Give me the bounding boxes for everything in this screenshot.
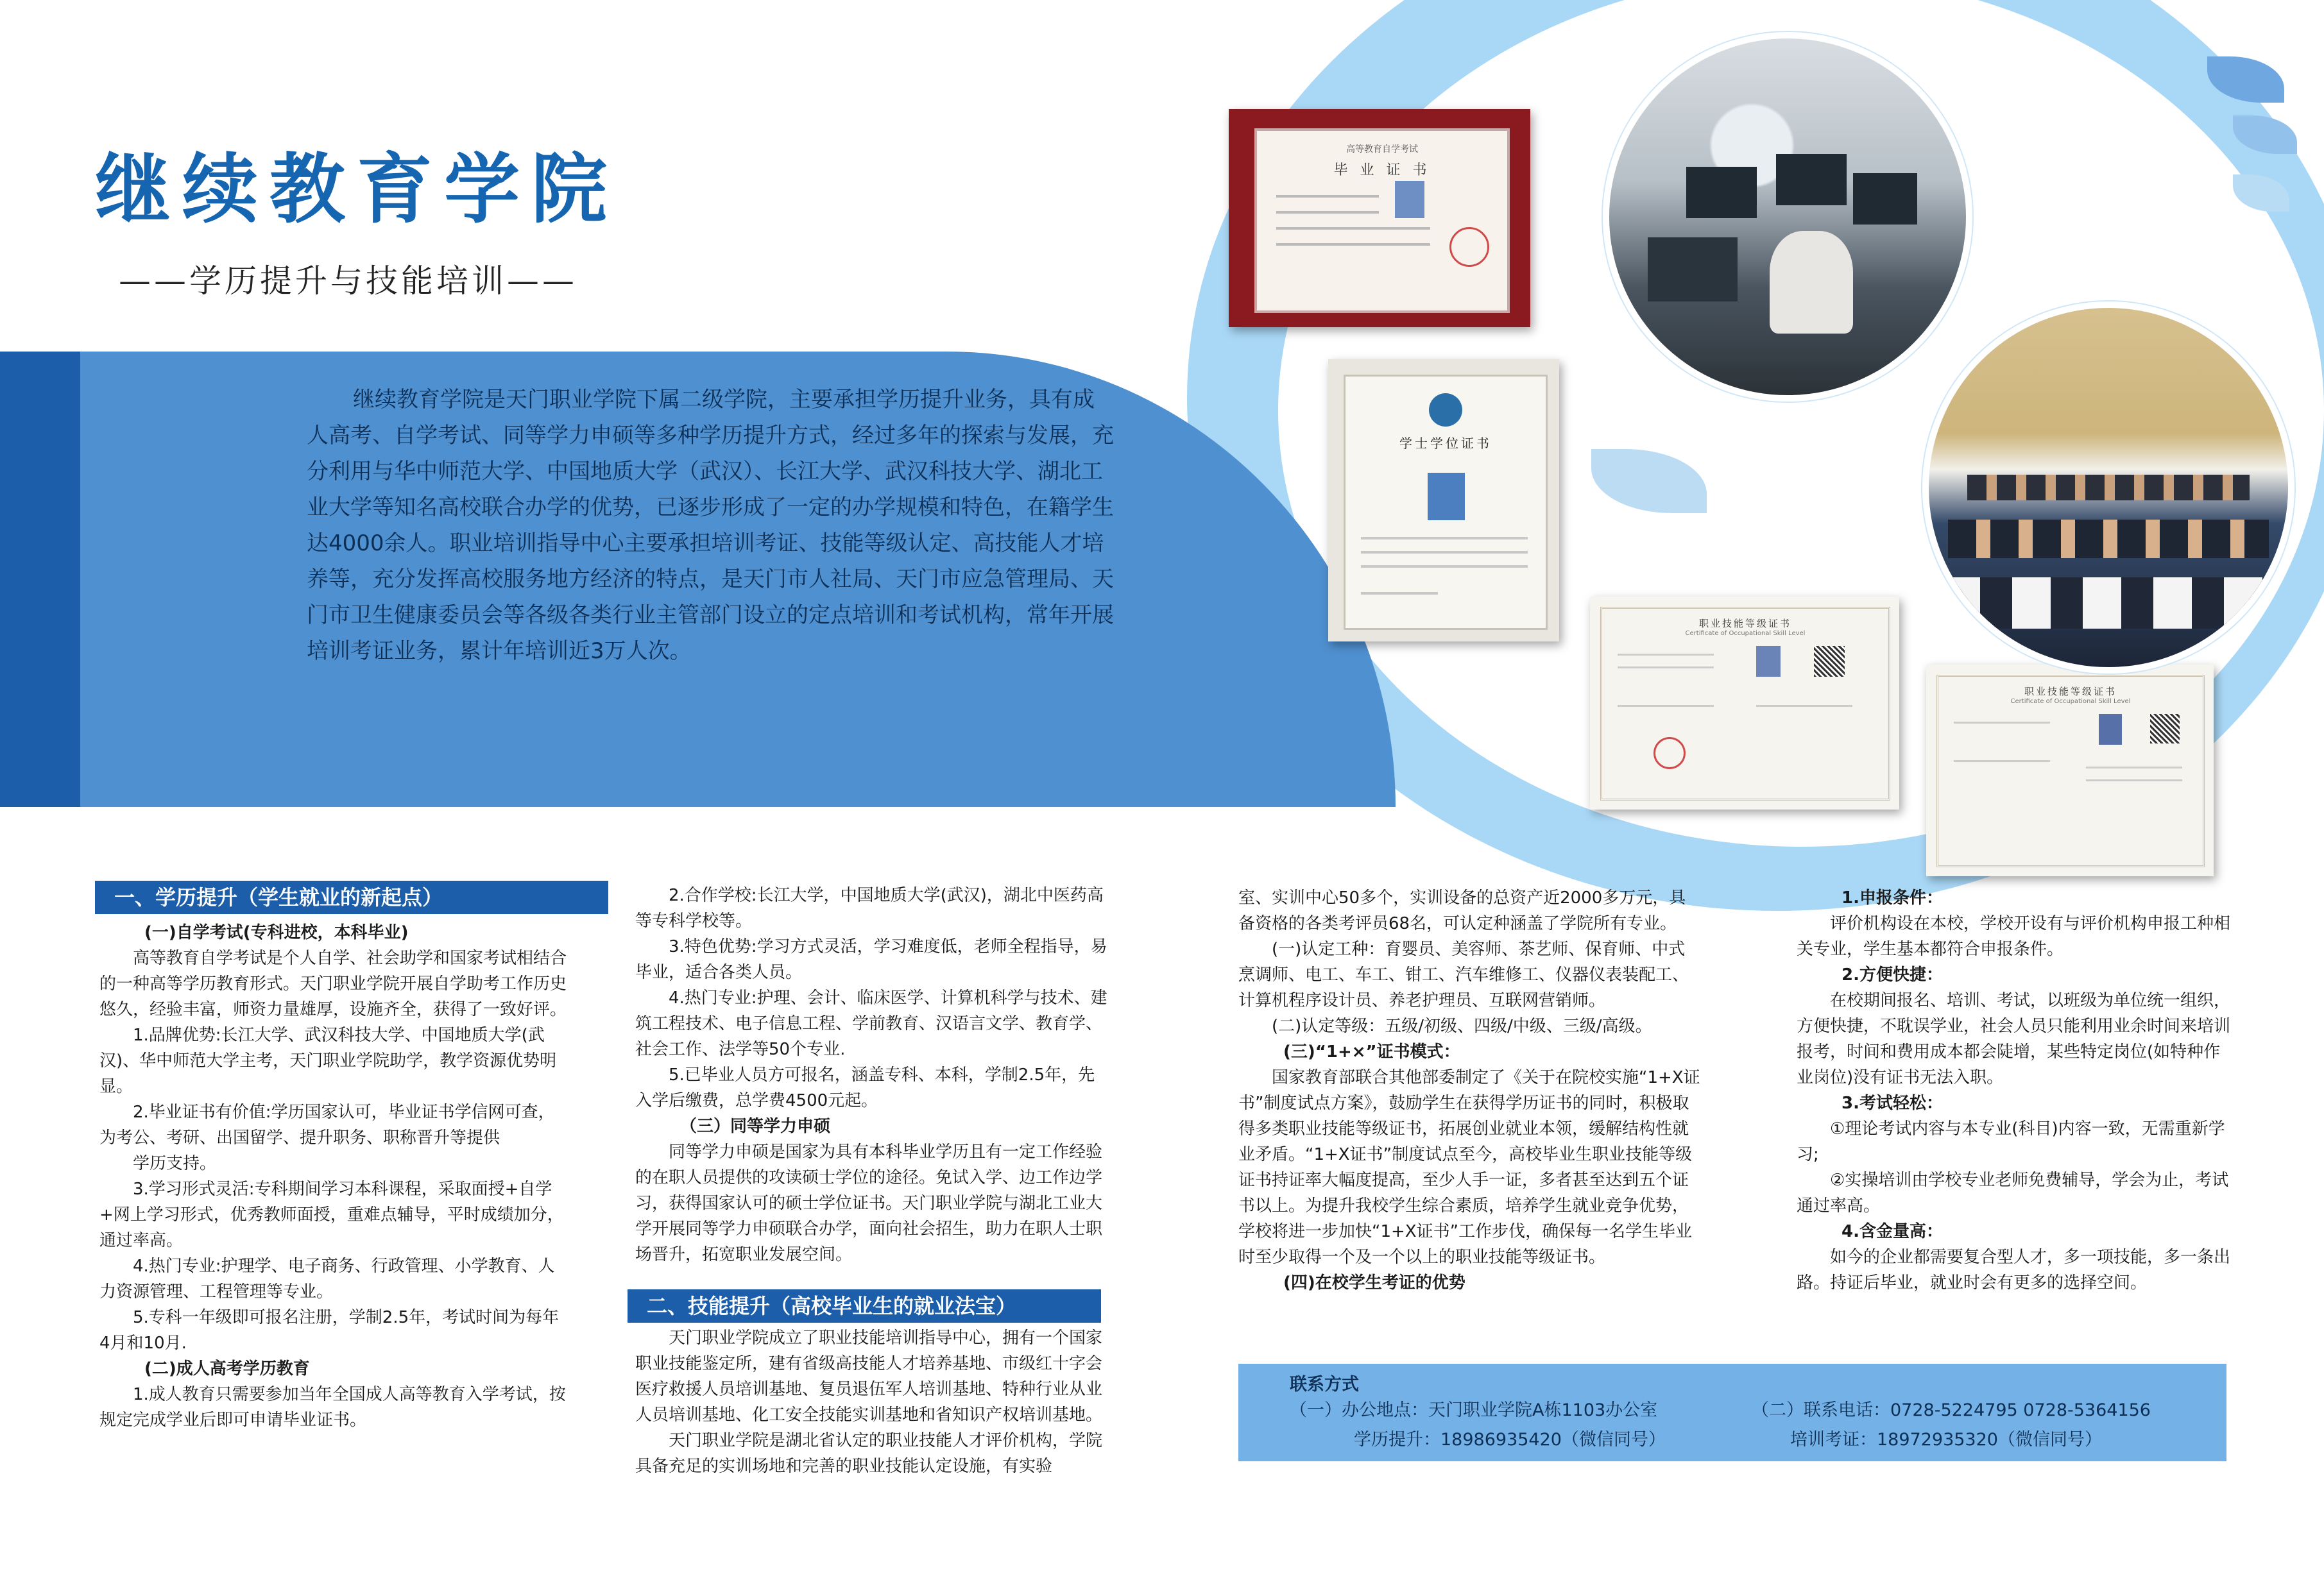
- column-degree-programs: [635, 883, 1110, 1268]
- column-student-advantages: [1797, 885, 2233, 1296]
- subheading: （三）同等学力申硕: [680, 1117, 831, 1136]
- paragraph: 5.专科一年级即可报名注册，学制2.5年，考试时间为每年4月和10月.: [99, 1308, 560, 1353]
- classroom-computer-photo: [1603, 32, 1972, 402]
- intro-paragraph: 继续教育学院是天门职业学院下属二级学院，主要承担学历提升业务，具有成人高考、自学考试、同等学力申硕等多种学历提升方式，经过多年的探索与发展，充分利用与华中师范大学、中国地质大学（武汉）、长江大学、武汉科技大学、湖北工业大学等知名高校联合办学的优势，已逐步形成了一定的办学规模和特色，在籍学生达4000余人。职业培训指导中心主要承担培训考证、技能等级认定、高技能人才培养等，充分发挥高校服务地方经济的特点，是天门市人社局、天门市应急管理局、天门市卫生健康委员会等各级各类行业主管部门设立的定点培训和考试机构，常年开展培训考证业务，累计年培训近3万人次。: [307, 387, 1114, 664]
- page-subtitle: ——学历提升与技能培训——: [119, 262, 577, 300]
- diploma-image: [1229, 109, 1530, 327]
- id-photo: [1756, 646, 1781, 677]
- contact-phone: （二）联系电话：0728-5224795 0728-5364156: [1752, 1400, 2151, 1420]
- paragraph: 5.已毕业人员方可报名，涵盖专科、本科，学制2.5年，先入学后缴费，总学费4500元起。: [635, 1065, 1095, 1110]
- paragraph: 4.热门专业:护理学、电子商务、行政管理、小学教育、人力资源管理、工程管理等专业。: [99, 1257, 555, 1302]
- paragraph: 2.合作学校:长江大学，中国地质大学(武汉)，湖北中医药高等专科学校等。: [635, 886, 1104, 931]
- cert-heading: 毕 业 证 书: [1333, 162, 1431, 178]
- subheading: 2.方便快捷：: [1841, 965, 1943, 985]
- subheading: (二)成人高考学历教育: [144, 1359, 310, 1379]
- paragraph: 1.成人教育只需要参加当年全国成人高等教育入学考试，按规定完成学业后即可申请毕业证书。: [99, 1385, 566, 1430]
- subheading: 4.含金量高：: [1841, 1222, 1943, 1241]
- subheading: 3.考试轻松：: [1841, 1094, 1943, 1113]
- contact-box: [1238, 1364, 2226, 1461]
- paragraph: ②实操培训由学校专业老师免费辅导，学会为止，考试通过率高。: [1797, 1171, 2229, 1216]
- cert-english: Certificate of Occupational Skill Level: [2010, 698, 2131, 705]
- subheading: (一)自学考试(专科进校，本科毕业): [144, 923, 409, 942]
- column-skills-intro: [635, 1325, 1110, 1479]
- paragraph: 3.学习形式灵活:专科期间学习本科课程，采取面授+自学+网上学习形式，优秀教师面授，重难点辅导，平时成绩加分，通过率高。: [99, 1180, 564, 1250]
- paragraph: 天门职业学院是湖北省认定的职业技能人才评价机构，学院具备充足的实训场地和完善的职业技能认定设施，有实验: [635, 1431, 1103, 1476]
- cert-heading: 职业技能等级证书: [2024, 686, 2117, 697]
- paragraph: (一)认定工种：育婴员、美容师、茶艺师、保育师、中式烹调师、电工、车工、钳工、汽车维修工、仪器仪表装配工、计算机程序设计员、养老护理员、互联网营销师。: [1238, 940, 1689, 1010]
- cert-top-text: 高等教育自学考试: [1346, 144, 1418, 155]
- paragraph: 4.热门专业:护理、会计、临床医学、计算机科学与技术、建筑工程技术、电子信息工程、学前教育、汉语言文学、教育学、社会工作、法学等50个专业.: [635, 989, 1107, 1059]
- id-photo: [1395, 181, 1424, 218]
- paragraph: 如今的企业都需要复合型人才，多一项技能，多一条出路。持证后毕业，就业时会有更多的选择空间。: [1797, 1248, 2231, 1293]
- classroom-students-photo: [1922, 301, 2294, 674]
- column-education: [99, 920, 568, 1433]
- paragraph: 同等学力申硕是国家为具有本科毕业学历且有一定工作经验的在职人员提供的攻读硕士学位的途径。免试入学、边工作边学习，获得国家认可的硕士学位证书。天门职业学院与湖北工业大学开展同等学力申硕联合办学，面向社会招生，助力在职人士职场晋升，拓宽职业发展空间。: [635, 1142, 1103, 1264]
- paragraph: 1.品牌优势:长江大学、武汉科技大学、中国地质大学(武汉)、华中师范大学主考，天门职业学院助学，教学资源优势明显。: [99, 1026, 557, 1096]
- paragraph: ①理论考试内容与本专业(科目)内容一致，无需重新学习;: [1797, 1119, 2225, 1164]
- qr-code-icon: [1814, 646, 1845, 677]
- paragraph: 2.毕业证书有价值:学历国家认可，毕业证书学信网可查，为考公、考研、出国留学、提升职务、职称晋升等提供: [99, 1103, 555, 1148]
- edu-phone: 学历提升：18986935420（微信同号）: [1354, 1430, 1666, 1450]
- section-heading-skills: 二、技能提升（高校毕业生的就业法宝）: [628, 1289, 1101, 1323]
- paragraph: 评价机构设在本校，学校开设有与评价机构申报工种相关专业，学生基本都符合申报条件。: [1797, 914, 2231, 959]
- subheading: 1.申报条件：: [1841, 888, 1943, 908]
- paragraph: 室、实训中心50多个，实训设备的总资产近2000多万元，具备资格的各类考评员68名，可认定种涵盖了学院所有专业。: [1238, 888, 1686, 933]
- paragraph: (二)认定等级：五级/初级、四级/中级、三级/高级。: [1272, 1017, 1652, 1036]
- id-photo: [2099, 714, 2122, 745]
- paragraph: 高等教育自学考试是个人自学、社会助学和国家考试相结合的一种高等学历教育形式。天门职业学院开展自学助考工作历史悠久，经验丰富，师资力量雄厚，设施齐全，获得了一致好评。: [99, 949, 567, 1019]
- university-logo-icon: [1429, 393, 1462, 427]
- cert-heading: 职业技能等级证书: [1698, 618, 1791, 629]
- paragraph: 天门职业学院成立了职业技能培训指导中心，拥有一个国家职业技能鉴定所，建有省级高技能人才培养基地、市级红十字会医疗救援人员培训基地、复员退伍军人培训基地、特种行业从业人员培训基地、化工安全技能实训基地和省知识产权培训基地。: [635, 1328, 1103, 1425]
- office-address: （一）办公地点：天门职业学院A栋1103办公室: [1290, 1400, 1658, 1420]
- subheading: (四)在校学生考证的优势: [1283, 1273, 1465, 1293]
- id-photo: [1428, 473, 1465, 520]
- contact-title: 联系方式: [1290, 1375, 1359, 1395]
- bachelor-degree-image: [1328, 359, 1559, 641]
- skill-certificate-image: [1590, 597, 1899, 810]
- cert-english: Certificate of Occupational Skill Level: [1685, 630, 1806, 637]
- cert-heading: 学士学位证书: [1399, 436, 1492, 451]
- skill-certificate-image: [1926, 665, 2214, 876]
- intro-left-bar: [0, 352, 80, 807]
- stamp-icon: [1653, 737, 1686, 769]
- section-heading-education: 一、学历提升（学生就业的新起点）: [95, 881, 608, 914]
- paragraph: 在校期间报名、培训、考试，以班级为单位统一组织，方便快捷，不耽误学业，社会人员只能利用业余时间来培训报考，时间和费用成本都会陡增，某些特定岗位(如特种作业岗位)没有证书无法入职。: [1797, 991, 2231, 1087]
- training-phone: 培训考证：18972935320（微信同号）: [1790, 1430, 2102, 1450]
- stamp-icon: [1449, 227, 1489, 267]
- paragraph: 3.特色优势:学习方式灵活，学习难度低，老师全程指导，易毕业，适合各类人员。: [635, 937, 1107, 982]
- qr-code-icon: [2150, 714, 2180, 743]
- subheading: (三)“1+×”证书模式：: [1283, 1042, 1460, 1062]
- paragraph: 国家教育部联合其他部委制定了《关于在院校实施“1+X证书”制度试点方案》，鼓励学生在获得学历证书的同时，积极取得多类职业技能等级证书，拓展创业就业本领，缓解结构性就业矛盾。“1+X证书”制度试点至今，高校毕业生职业技能等级证书持证率大幅度提高，至少人手一证，多者甚至达到五个证书以上。为提升我校学生综合素质，培养学生就业竞争优势，学校将进一步加快“1+X证书”工作步伐，确保每一名学生毕业时至少取得一个及一个以上的职业技能等级证书。: [1238, 1068, 1700, 1267]
- page-title: 继续教育学院: [95, 145, 619, 233]
- column-skill-certification: [1238, 885, 1700, 1296]
- paragraph: 学历支持。: [133, 1154, 217, 1173]
